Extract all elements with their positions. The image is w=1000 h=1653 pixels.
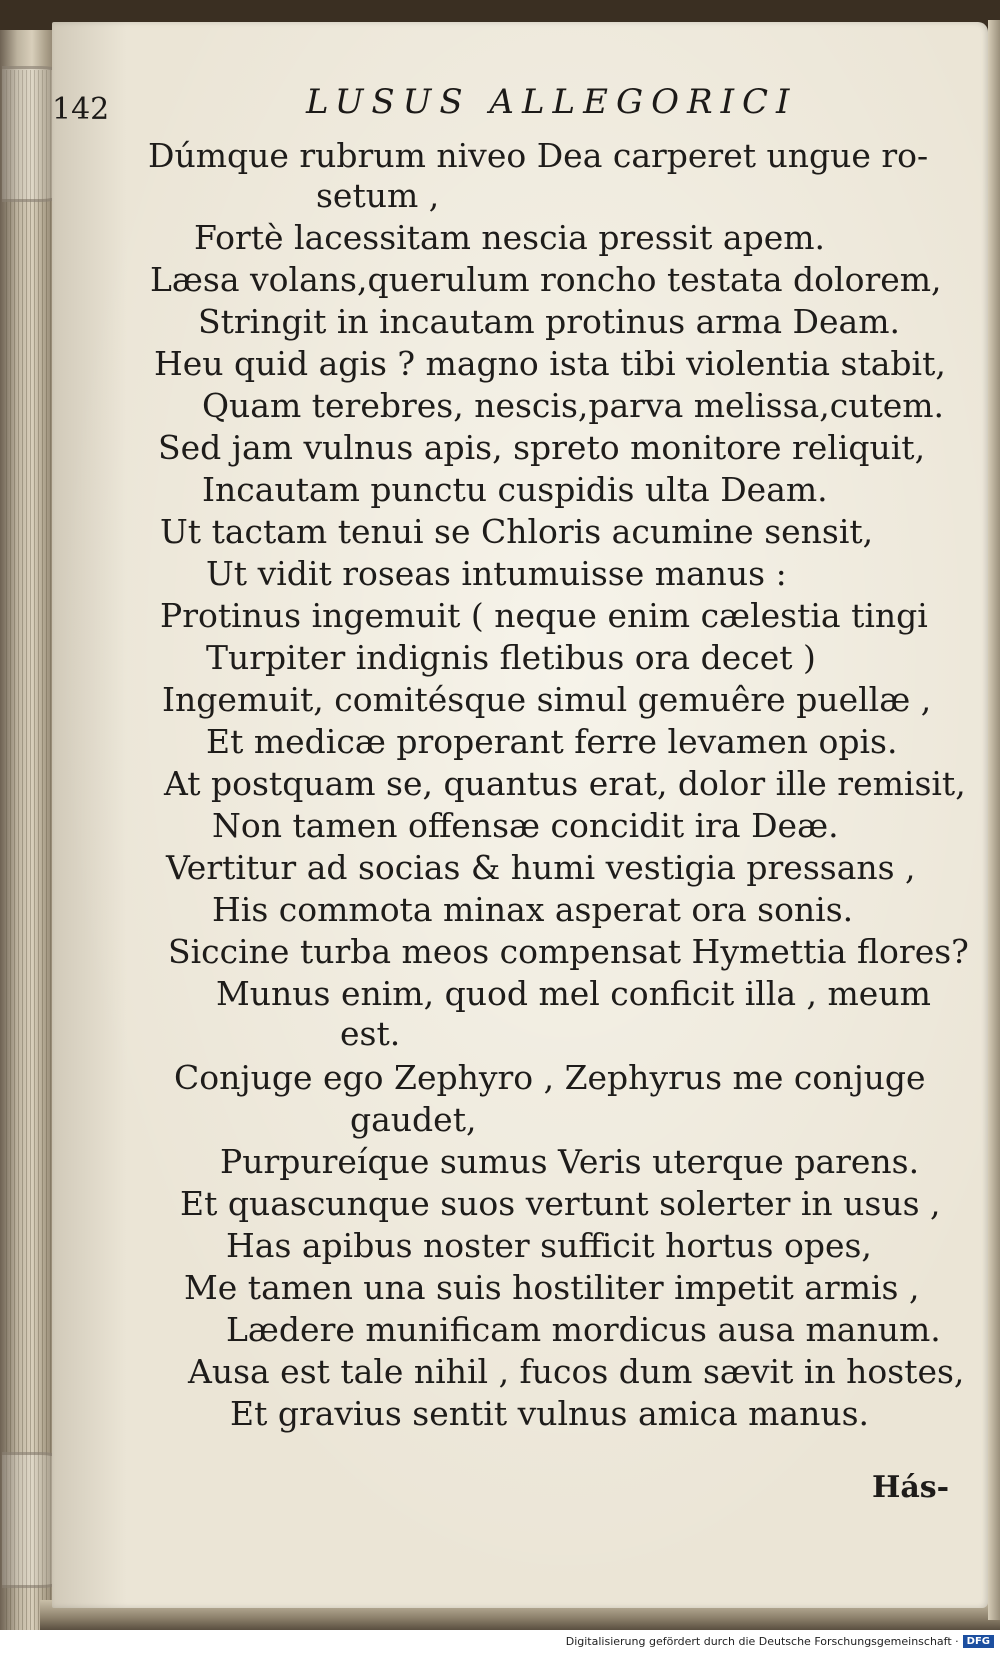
poem-line: Et quascunque suos vertunt solerter in usus , [180,1184,941,1223]
poem-line: Sed jam vulnus apis, spreto monitore reliquit, [158,428,926,467]
digitization-credit-bar [0,1630,1000,1653]
poem-line: Protinus ingemuit ( neque enim cælestia tingi [160,596,928,635]
catchword: Hás- [872,1470,950,1505]
poem-line: Læsa volans,querulum roncho testata dolorem, [150,260,942,299]
poem-line: Vertitur ad socias & humi vestigia pressans , [166,848,916,887]
poem-line: Purpureíque sumus Veris uterque parens. [220,1142,920,1181]
poem-line: Quam terebres, nescis,parva melissa,cutem. [202,386,945,425]
running-title: LUSUS ALLEGORICI [306,82,798,122]
poem-line: Ut vidit roseas intumuisse manus : [206,554,787,593]
dfg-logo: DFG [963,1635,994,1648]
poem-line: Siccine turba meos compensat Hymettia flores? [168,932,969,971]
poem-line: Non tamen offensæ concidit ira Deæ. [212,806,839,845]
poem-line: Turpiter indignis fletibus ora decet ) [206,638,816,677]
poem-line: setum , [316,176,440,215]
poem-line: Incautam punctu cuspidis ulta Deam. [202,470,828,509]
poem-line: gaudet, [350,1100,477,1139]
poem-line: Et medicæ properant ferre levamen opis. [206,722,898,761]
poem-line: Conjuge ego Zephyro , Zephyrus me conjuge [174,1058,926,1097]
poem-line: Ausa est tale nihil , fucos dum sævit in hostes, [188,1352,965,1391]
poem-line: Has apibus noster sufficit hortus opes, [226,1226,872,1265]
poem-line: Heu quid agis ? magno ista tibi violentia stabit, [154,344,946,383]
poem-line: est. [340,1014,401,1053]
poem-line: At postquam se, quantus erat, dolor ille remisit, [164,764,966,803]
poem-line: Munus enim, quod mel conficit illa , meum [216,974,931,1013]
poem-line: Et gravius sentit vulnus amica manus. [230,1394,870,1433]
poem-line: Lædere munificam mordicus ausa manum. [226,1310,941,1349]
poem-line: Dúmque rubrum niveo Dea carperet ungue ro- [148,136,929,175]
poem-line: Ut tactam tenui se Chloris acumine sensit, [160,512,874,551]
poem-line: Fortè lacessitam nescia pressit apem. [194,218,826,257]
poem-line: Me tamen una suis hostiliter impetit armis , [184,1268,920,1307]
page-number: 142 [52,92,110,127]
credit-text: Digitalisierung gefördert durch die Deutsche Forschungsgemeinschaft · [565,1635,959,1648]
page-right-edge [988,20,1000,1620]
poem-line: Stringit in incautam protinus arma Deam. [198,302,900,341]
page-stack-edges [6,70,52,1630]
poem-line: His commota minax asperat ora sonis. [212,890,854,929]
book-binding [0,30,58,1630]
poem-line: Ingemuit, comitésque simul gemuêre puellæ , [162,680,932,719]
